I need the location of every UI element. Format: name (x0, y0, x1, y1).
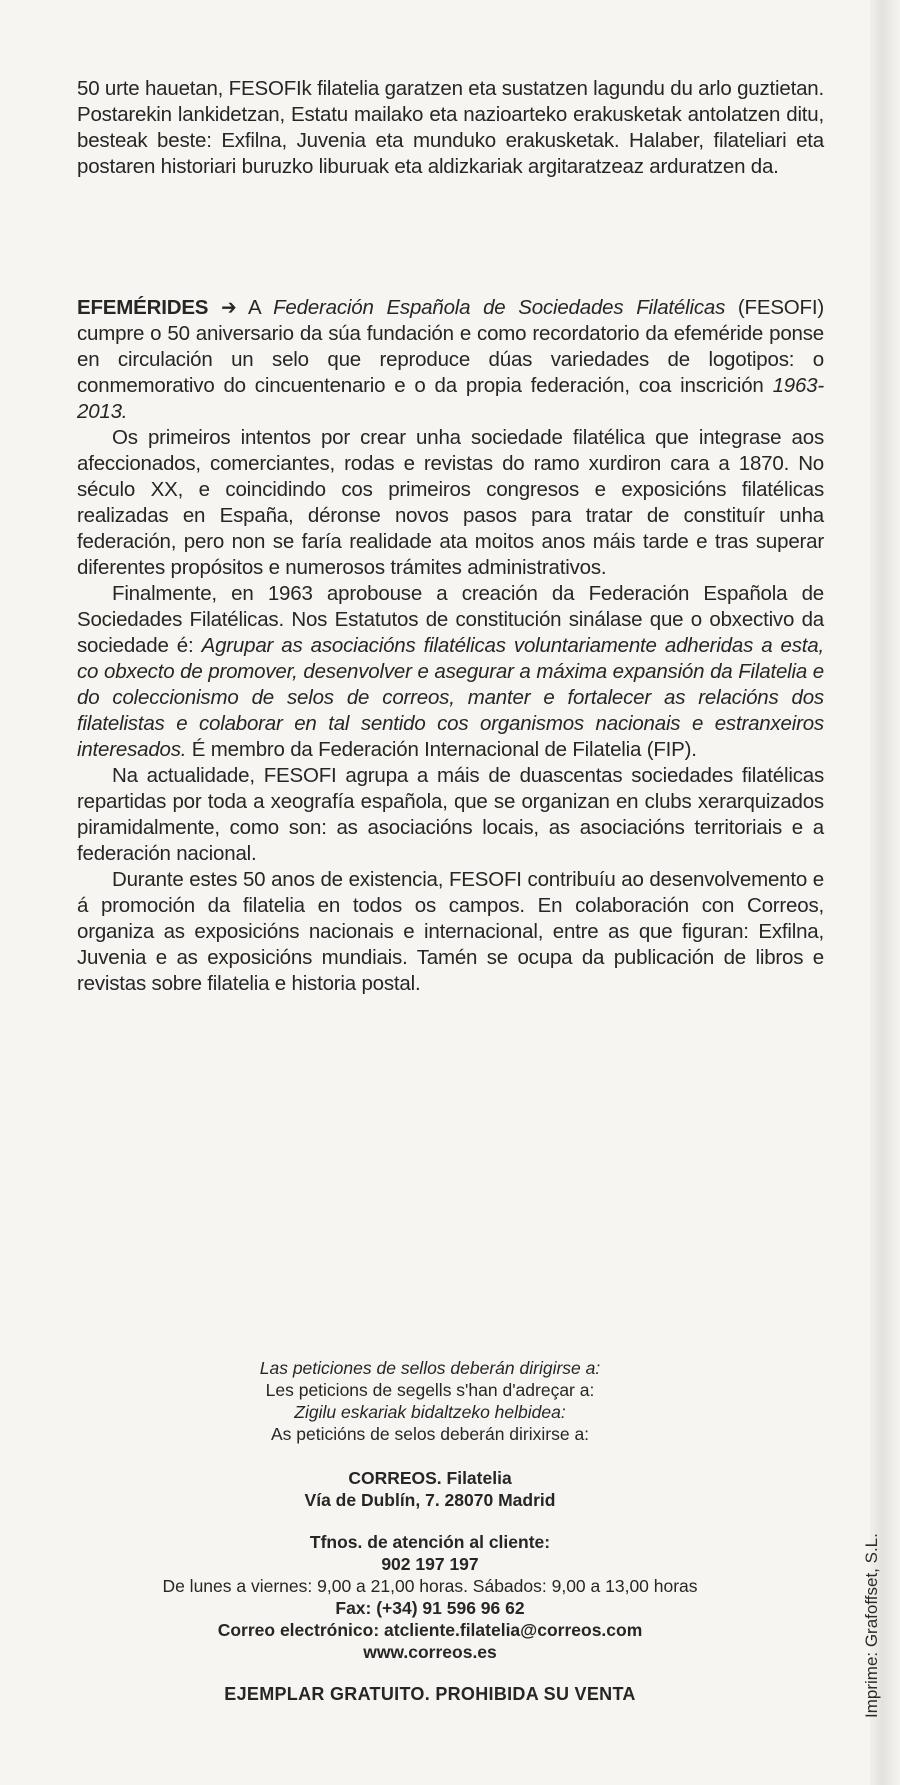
request-line-eu: Zigilu eskariak bidaltzeko helbidea: (294, 1402, 566, 1422)
website-url: www.correos.es (363, 1642, 497, 1662)
efemerides-section (77, 295, 824, 997)
free-copy-notice: EJEMPLAR GRATUITO. PROHIBIDA SU VENTA (224, 1684, 636, 1704)
p1-text-b: (FESOFI) cumpre o 50 aniversario da súa fundación e como recordatorio da efeméride ponse en circulación un selo que reproduce dúas variedades de logotipos: o conmemorativo do cincuentenario e o da propia federación, coa inscrición (77, 296, 825, 397)
org-address: Vía de Dublín, 7. 28070 Madrid (304, 1490, 556, 1510)
printer-credit: Imprime: Grafoffset, S.L. (862, 1533, 881, 1718)
phone-number: 902 197 197 (381, 1554, 479, 1574)
p1-text-a: A (247, 296, 274, 319)
statute-quote-italic: Agrupar as asociacións filatélicas voluntariamente adheridas a esta, co obxecto de promover, desenvolver e asegurar a máxima expansión da Filatelia e do coleccionismo de selos de correos, manter e fortalecer as relacións dos filatelistas e colaborar en tal sentido cos organismos nacionais e estranxeiros interesados. (77, 634, 824, 761)
page-edge-shadow (870, 0, 900, 1785)
phone-label: Tfnos. de atención al cliente: (309, 1532, 551, 1552)
efemerides-paragraph-5: Durante estes 50 anos de existencia, FESOFI contribuíu ao desenvolvemento e á promoción da filatelia en todos os campos. En colaboración con Correos, organiza as exposicións nacionais e internacional, entre as que figuran: Exfilna, Juvenia e as exposicións mundiais. Tamén se ocupa da publicación de libros e revistas sobre filatelia e historia postal. (77, 868, 824, 995)
email-address: Correo electrónico: atcliente.filatelia@correos.com (217, 1620, 643, 1640)
efemerides-paragraph-2: Os primeiros intentos por crear unha sociedade filatélica que integrase aos afeccionados, comerciantes, rodas e revistas do ramo xurdiron cara a 1870. No século XX, e coincidindo cos primeiros congresos e exposicións filatélicas realizadas en España, déronse novos pasos para tratar de constituír unha federación, pero non se faría realidade ata moitos anos máis tarde e tras superar diferentes propósitos e numerosos trámites administrativos. (77, 426, 824, 579)
efemerides-paragraph-1 (77, 295, 824, 425)
arrow-icon: ➔ (221, 296, 237, 319)
opening-hours: De lunes a viernes: 9,00 a 21,00 horas. Sábados: 9,00 a 13,00 horas (162, 1576, 698, 1596)
request-line-es: Las peticiones de sellos deberán dirigirse a: (259, 1358, 601, 1378)
efemerides-heading: EFEMÉRIDES (77, 296, 209, 319)
efemerides-paragraph-3 (77, 581, 824, 763)
basque-intro-paragraph (77, 76, 824, 180)
org-name: CORREOS. Filatelia (348, 1468, 512, 1488)
p3-text-a: Finalmente, en 1963 aprobouse a creación da Federación Española de Sociedades Filatélicas. Nos Estatutos de constitución sinálase que o obxectivo da sociedade é: (77, 582, 824, 657)
request-line-ca: Les peticions de segells s'han d'adreçar a: (265, 1380, 595, 1400)
years-inscription: 1963-2013. (77, 374, 824, 423)
intro-text: 50 urte hauetan, FESOFIk filatelia garatzen eta sustatzen lagundu du arlo guztietan. Postarekin lankidetzan, Estatu mailako eta nazioarteko erakusketak antolatzen ditu, besteak beste: Exfilna, Juvenia eta munduko erakusketak. Halaber, filateliari eta postaren historiari buruzko liburuak eta aldizkariak argitaratzeaz arduratzen da. (77, 77, 824, 178)
contact-footer (120, 1357, 740, 1705)
request-line-gl: As peticións de selos deberán dirixirse a: (270, 1424, 590, 1444)
fax-number: Fax: (+34) 91 596 96 62 (335, 1598, 525, 1618)
p3-text-b: É membro da Federación Internacional de Filatelia (FIP). (186, 738, 697, 761)
efemerides-paragraph-4: Na actualidade, FESOFI agrupa a máis de duascentas sociedades filatélicas repartidas por toda a xeografía española, que se organizan en clubs xerarquizados piramidalmente, como son: as asociacións locais, as asociacións territoriais e a federación nacional. (77, 764, 824, 865)
federation-name-italic: Federación Española de Sociedades Filatélicas (273, 296, 726, 319)
